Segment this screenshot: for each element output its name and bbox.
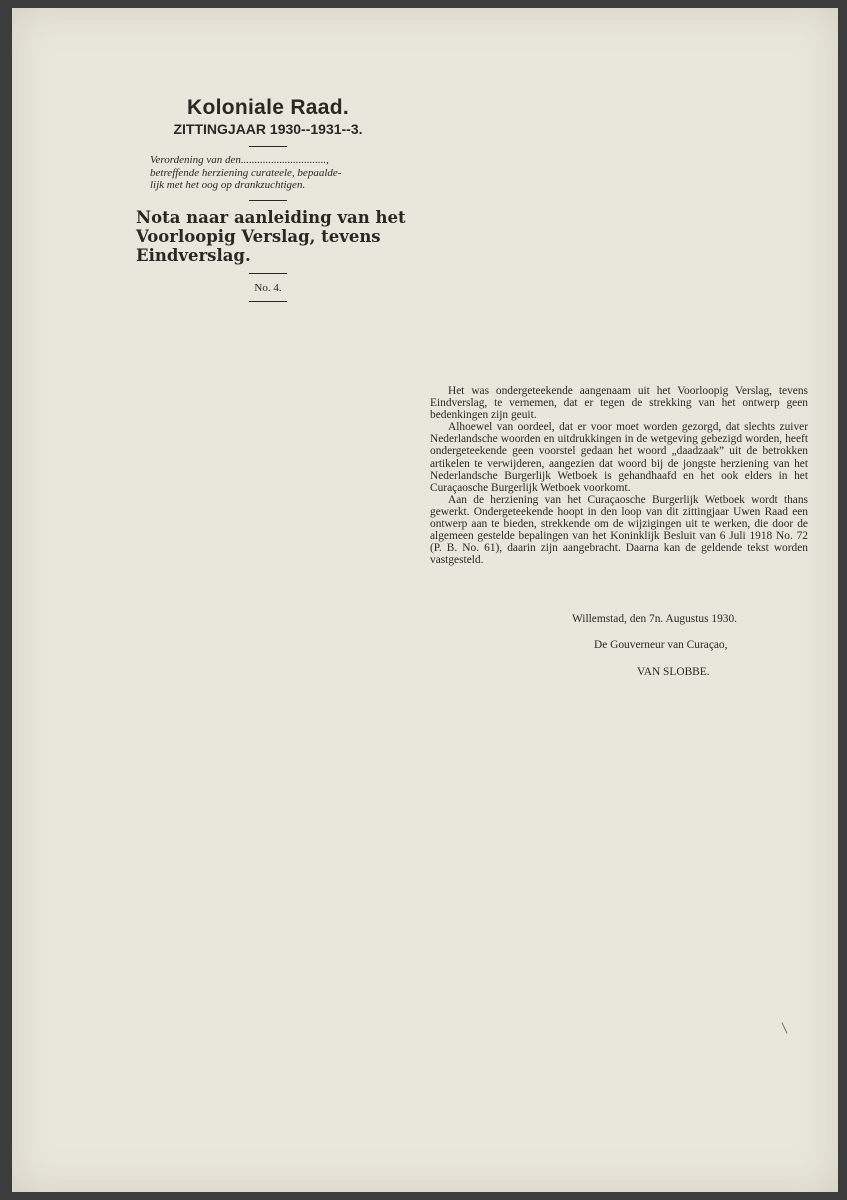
document-page [12,8,838,1192]
session-year: ZITTINGJAAR 1930--1931--3. [173,121,363,137]
subject-line-3: lijk met het oog op drankzuchtigen. [150,179,306,191]
divider [249,301,287,302]
divider [249,273,287,274]
council-title: Koloniale Raad. [186,96,350,119]
governor-name: VAN SLOBBE. [637,666,710,678]
governor-title: De Gouverneur van Curaçao, [594,639,728,651]
nota-title-line-1: Nota naar aanleiding van het [136,207,406,227]
paragraph-1: Het was ondergeteekende aangenaam uit het Voorloopig Verslag, tevens Eindverslag, te vernemen, dat er tegen de strekking van het ontwerp geen bedenkingen zijn geuit. [430,385,808,422]
document-header [130,96,406,309]
document-number: No. 4. [254,281,282,294]
body-text [430,385,808,566]
nota-title-line-3: Eindverslag. [136,245,251,265]
paragraph-3: Aan de herziening van het Curaçaosche Burgerlijk Wetboek wordt thans gewerkt. Ondergeteekende hoopt in den loop van dit zittingjaar Uwen Raad een ontwerp aan te bieden, strekkende om de wijzigingen uit te werken, die door de algemeen gestelde bepalingen van het Koninklijk Besluit van 6 Juli 1918 No. 72 (P. B. No. 61), daarin zijn aangebracht. Daarna kan de geldende tekst worden vastgesteld. [430,493,808,567]
subject-line-1: Verordening van den..............................., [150,154,329,166]
subject-line-2: betreffende herziening curateele, bepaalde- [150,166,342,179]
place-date: Willemstad, den 7n. Augustus 1930. [572,613,738,625]
paragraph-2: Alhoewel van oordeel, dat er voor moet worden gezorgd, dat slechts zuiver Nederlandsche woorden en uitdrukkingen in de wetgeving gebezigd worden, heeft ondergeteekende geen voorstel gedaan het woord „daadzaak” uit de betrokken artikelen te verwijderen, aangezien dat woord bij de jongste herziening van het Nederlandsche Burgerlijk Wetboek is gehandhaafd en het ook elders in het Curaçaosche Burgerlijk Wetboek voorkomt. [430,421,808,494]
divider [249,200,287,201]
nota-title-line-2: Voorloopig Verslag, tevens [136,226,381,246]
paper-mark [782,1022,788,1033]
divider [249,146,287,147]
